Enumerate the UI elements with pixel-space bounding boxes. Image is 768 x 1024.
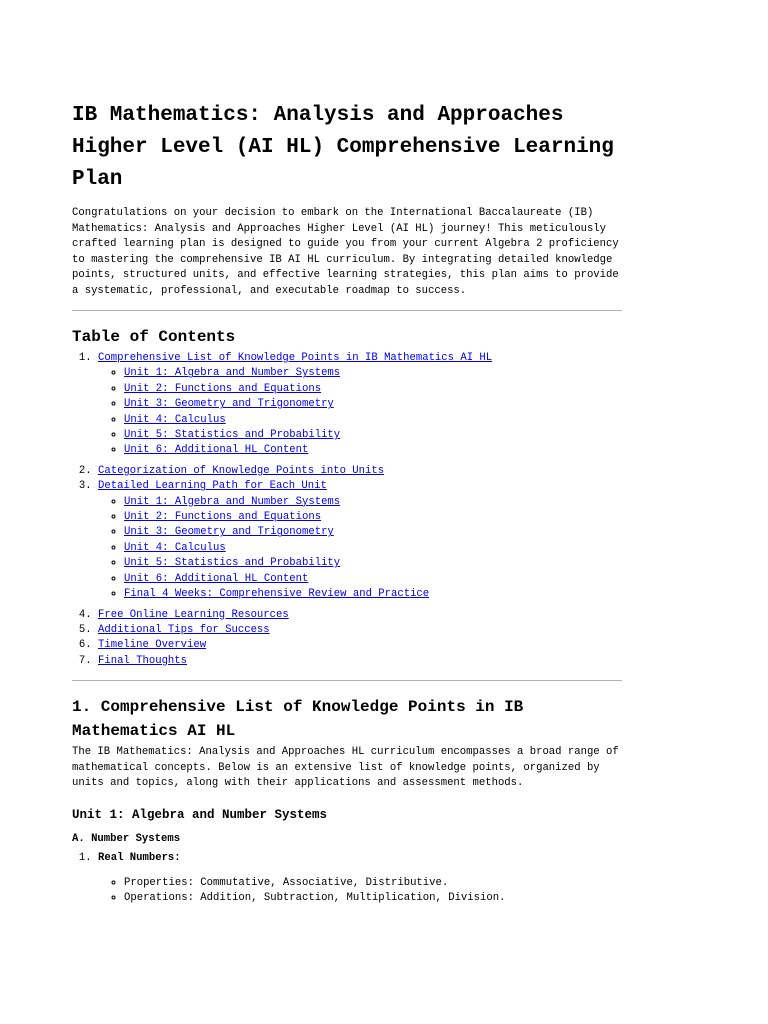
toc-subitem [124,366,622,381]
toc-item [98,623,622,638]
toc-subitem [124,587,622,602]
list-item [98,851,622,907]
page-title: IB Mathematics: Analysis and Approaches Higher Level (AI HL) Comprehensive Learning Plan [72,104,614,191]
toc-item [98,654,622,669]
toc-link-unit-6[interactable]: Unit 6: Additional HL Content [124,444,309,457]
toc-subitem [124,428,622,443]
toc-subitem [124,572,622,587]
section-1-heading: 1. Comprehensive List of Knowledge Points in IB Mathematics AI HL [72,698,524,741]
toc-link-final-4-weeks[interactable]: Final 4 Weeks: Comprehensive Review and Practice [124,588,430,601]
toc-subitem [124,443,622,458]
toc-sublist [98,495,622,603]
toc-subitem [124,413,622,428]
document [72,100,622,907]
list-item-title: 1. Real Numbers: [98,851,181,864]
toc-subitem [124,541,622,556]
divider [72,310,622,311]
toc-link-path-unit-6[interactable]: Unit 6: Additional HL Content [124,572,309,585]
toc-link-categorization[interactable]: Categorization of Knowledge Points into Units [98,464,385,477]
toc-link-resources[interactable]: Free Online Learning Resources [98,608,289,621]
toc-link-unit-5[interactable]: Unit 5: Statistics and Probability [124,429,341,442]
toc-link-unit-1[interactable]: Unit 1: Algebra and Number Systems [124,367,341,380]
bullet-item: ◦ Properties: Commutative, Associative, Distributive. [124,876,622,891]
toc-link-path-unit-1[interactable]: Unit 1: Algebra and Number Systems [124,495,341,508]
toc-subitem [124,525,622,540]
toc-link-knowledge-points[interactable]: Comprehensive List of Knowledge Points in IB Mathematics AI HL [98,352,493,364]
bullet-list [98,876,622,907]
knowledge-list [72,851,622,907]
table-of-contents [72,351,622,669]
bullet-item: ◦ Operations: Addition, Subtraction, Multiplication, Division. [124,891,622,906]
intro-paragraph: Congratulations on your decision to embark on the International Baccalaureate (IB) Mathematics: Analysis and Approaches Higher Level (AI HL) journey! This meticulously crafted learning plan is designed to guide you from your current Algebra 2 proficiency to mastering the comprehensive IB AI HL curriculum. By integrating detailed knowledge points, structured units, and effective learning strategies, this plan aims to provide a systematic, professional, and executable roadmap to success. [72,207,619,297]
toc-sublist [98,366,622,458]
toc-subitem [124,510,622,525]
unit-1-heading: Unit 1: Algebra and Number Systems [72,807,328,822]
toc-item [98,479,622,602]
section-1-intro: The IB Mathematics: Analysis and Approaches HL curriculum encompasses a broad range of mathematical concepts. Below is an extensive list of knowledge points, organized by units and topics, along with their applications and assessment methods. [72,746,619,790]
toc-link-tips[interactable]: Additional Tips for Success [98,623,270,636]
toc-link-path-unit-4[interactable]: Unit 4: Calculus [124,541,226,554]
toc-item [98,351,622,459]
toc-item [98,608,622,623]
toc-link-timeline[interactable]: Timeline Overview [98,639,207,652]
number-systems-heading: A. Number Systems [72,832,181,845]
toc-subitem [124,495,622,510]
toc-link-path-unit-2[interactable]: Unit 2: Functions and Equations [124,511,322,524]
toc-link-path-unit-3[interactable]: Unit 3: Geometry and Trigonometry [124,526,334,539]
divider [72,680,622,681]
toc-subitem [124,556,622,571]
toc-link-unit-4[interactable]: Unit 4: Calculus [124,413,226,426]
toc-link-final-thoughts[interactable]: Final Thoughts [98,654,188,667]
toc-link-path-unit-5[interactable]: Unit 5: Statistics and Probability [124,557,341,570]
toc-item [98,638,622,653]
toc-heading: Table of Contents [72,328,236,346]
toc-link-learning-path[interactable]: Detailed Learning Path for Each Unit [98,480,327,493]
toc-item [98,464,622,479]
toc-subitem [124,382,622,397]
toc-subitem [124,397,622,412]
toc-link-unit-2[interactable]: Unit 2: Functions and Equations [124,382,322,395]
toc-link-unit-3[interactable]: Unit 3: Geometry and Trigonometry [124,398,334,411]
